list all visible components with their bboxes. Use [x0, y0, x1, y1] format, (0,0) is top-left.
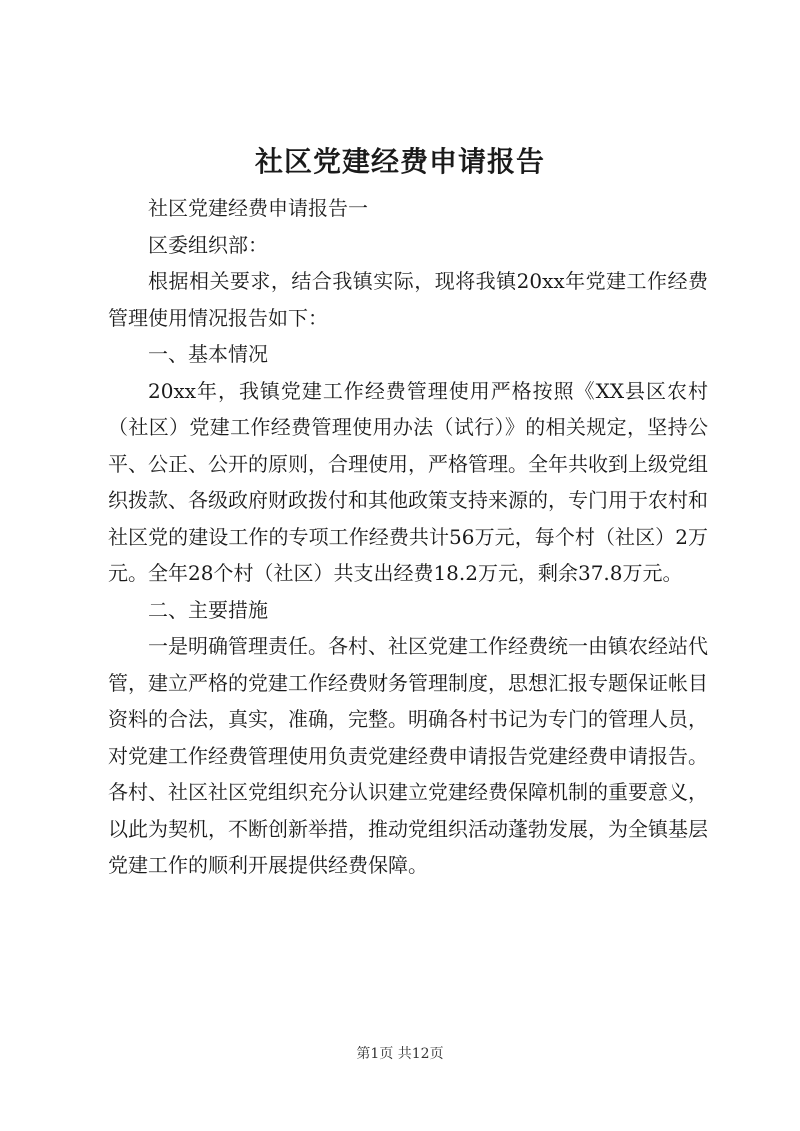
salutation: 区委组织部：	[148, 232, 268, 257]
basic-situation-paragraph: 20xx年，我镇党建工作经费管理使用严格按照《XX县区农村（社区）党建工作经费管理使用办法（试行）》的相关规定，坚持公平、公正、公开的原则，合理使用，严格管理。全年共收到上级党组织拨款、各级政府财政拨付和其他政策支持来源的，专门用于农村和社区党的建设工作的专项工作经费共计56万元，每个村（社区）2万元。全年28个村（社区）共支出经费18.2万元，剩余37.8万元。	[108, 378, 708, 585]
document-body	[108, 190, 708, 884]
report-subtitle: 社区党建经费申请报告一	[148, 196, 368, 220]
page-footer: 第1页 共12页	[356, 1046, 444, 1062]
intro-paragraph: 根据相关要求，结合我镇实际，现将我镇20xx年党建工作经费管理使用情况报告如下：	[108, 269, 708, 330]
document-title: 社区党建经费申请报告	[254, 145, 545, 178]
section-heading-main-measures: 二、主要措施	[148, 597, 268, 622]
section-heading-basic-situation: 一、基本情况	[148, 342, 268, 366]
main-measures-paragraph: 一是明确管理责任。各村、社区党建工作经费统一由镇农经站代管，建立严格的党建工作经费财务管理制度，思想汇报专题保证帐目资料的合法，真实，准确，完整。明确各村书记为专门的管理人员，对党建工作经费管理使用负责党建经费申请报告党建经费申请报告。各村、社区社区党组织充分认识建立党建经费保障机制的重要意义，以此为契机，不断创新举措，推动党组织活动蓬勃发展，为全镇基层党建工作的顺利开展提供经费保障。	[108, 634, 708, 877]
